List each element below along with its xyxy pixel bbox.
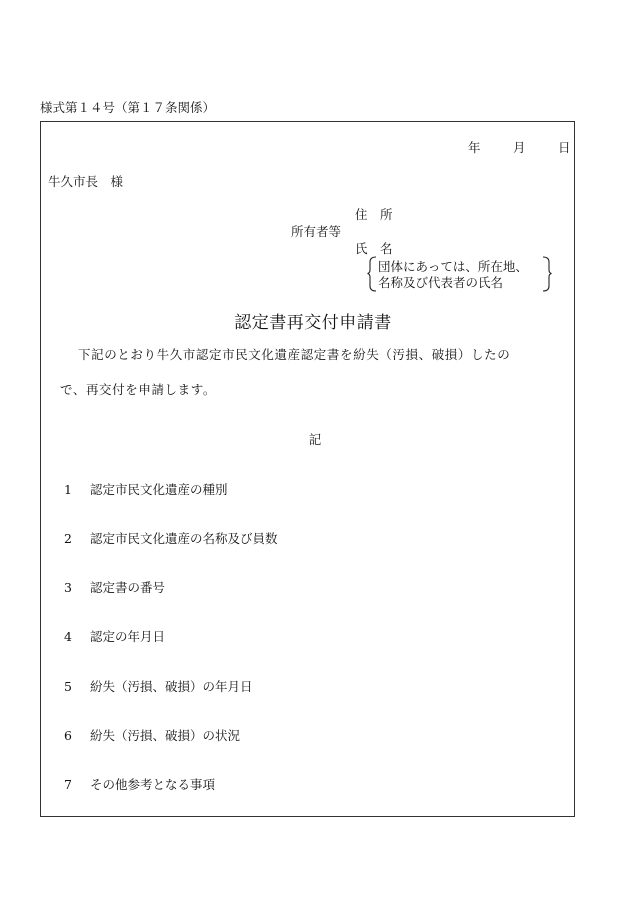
list-item [64, 627, 165, 645]
date-month-label: 月 [513, 140, 526, 155]
name-label: 氏 名 [355, 241, 393, 256]
list-item [64, 775, 215, 793]
item-text: 認定市民文化遺産の種別 [90, 482, 228, 497]
item-number: 7 [64, 777, 72, 792]
list-item [64, 726, 240, 744]
item-number: 1 [64, 482, 72, 497]
note-line-1: 団体にあっては、所在地、 [378, 259, 528, 274]
item-text: 認定の年月日 [90, 629, 166, 644]
address-label: 住 所 [355, 207, 393, 222]
list-item [64, 578, 165, 596]
item-number: 5 [64, 679, 72, 694]
date-day-label: 日 [558, 140, 571, 155]
item-text: 紛失（汚損、破損）の年月日 [90, 679, 253, 694]
body-text-line-2: で、再交付を申請します。 [60, 382, 216, 397]
item-text: 認定書の番号 [90, 580, 166, 595]
form-number-label: 様式第１４号（第１７条関係） [40, 100, 216, 115]
item-text: 紛失（汚損、破損）の状況 [90, 728, 241, 743]
item-text: 認定市民文化遺産の名称及び員数 [90, 531, 278, 546]
note-line-2: 名称及び代表者の氏名 [378, 275, 504, 290]
ki-heading: 記 [308, 432, 322, 447]
item-number: 4 [64, 629, 72, 644]
item-number: 2 [64, 531, 72, 546]
addressee: 牛久市長 様 [48, 174, 124, 189]
item-text: その他参考となる事項 [90, 777, 216, 792]
item-number: 3 [64, 580, 72, 595]
item-number: 6 [64, 728, 72, 743]
owner-label: 所有者等 [291, 224, 342, 239]
list-item [64, 480, 228, 498]
list-item [64, 677, 253, 695]
body-text-line-1: 下記のとおり牛久市認定市民文化遺産認定書を紛失（汚損、破損）したの [78, 347, 511, 362]
document-title: 認定書再交付申請書 [234, 313, 392, 333]
list-item [64, 529, 278, 547]
date-year-label: 年 [468, 140, 481, 155]
